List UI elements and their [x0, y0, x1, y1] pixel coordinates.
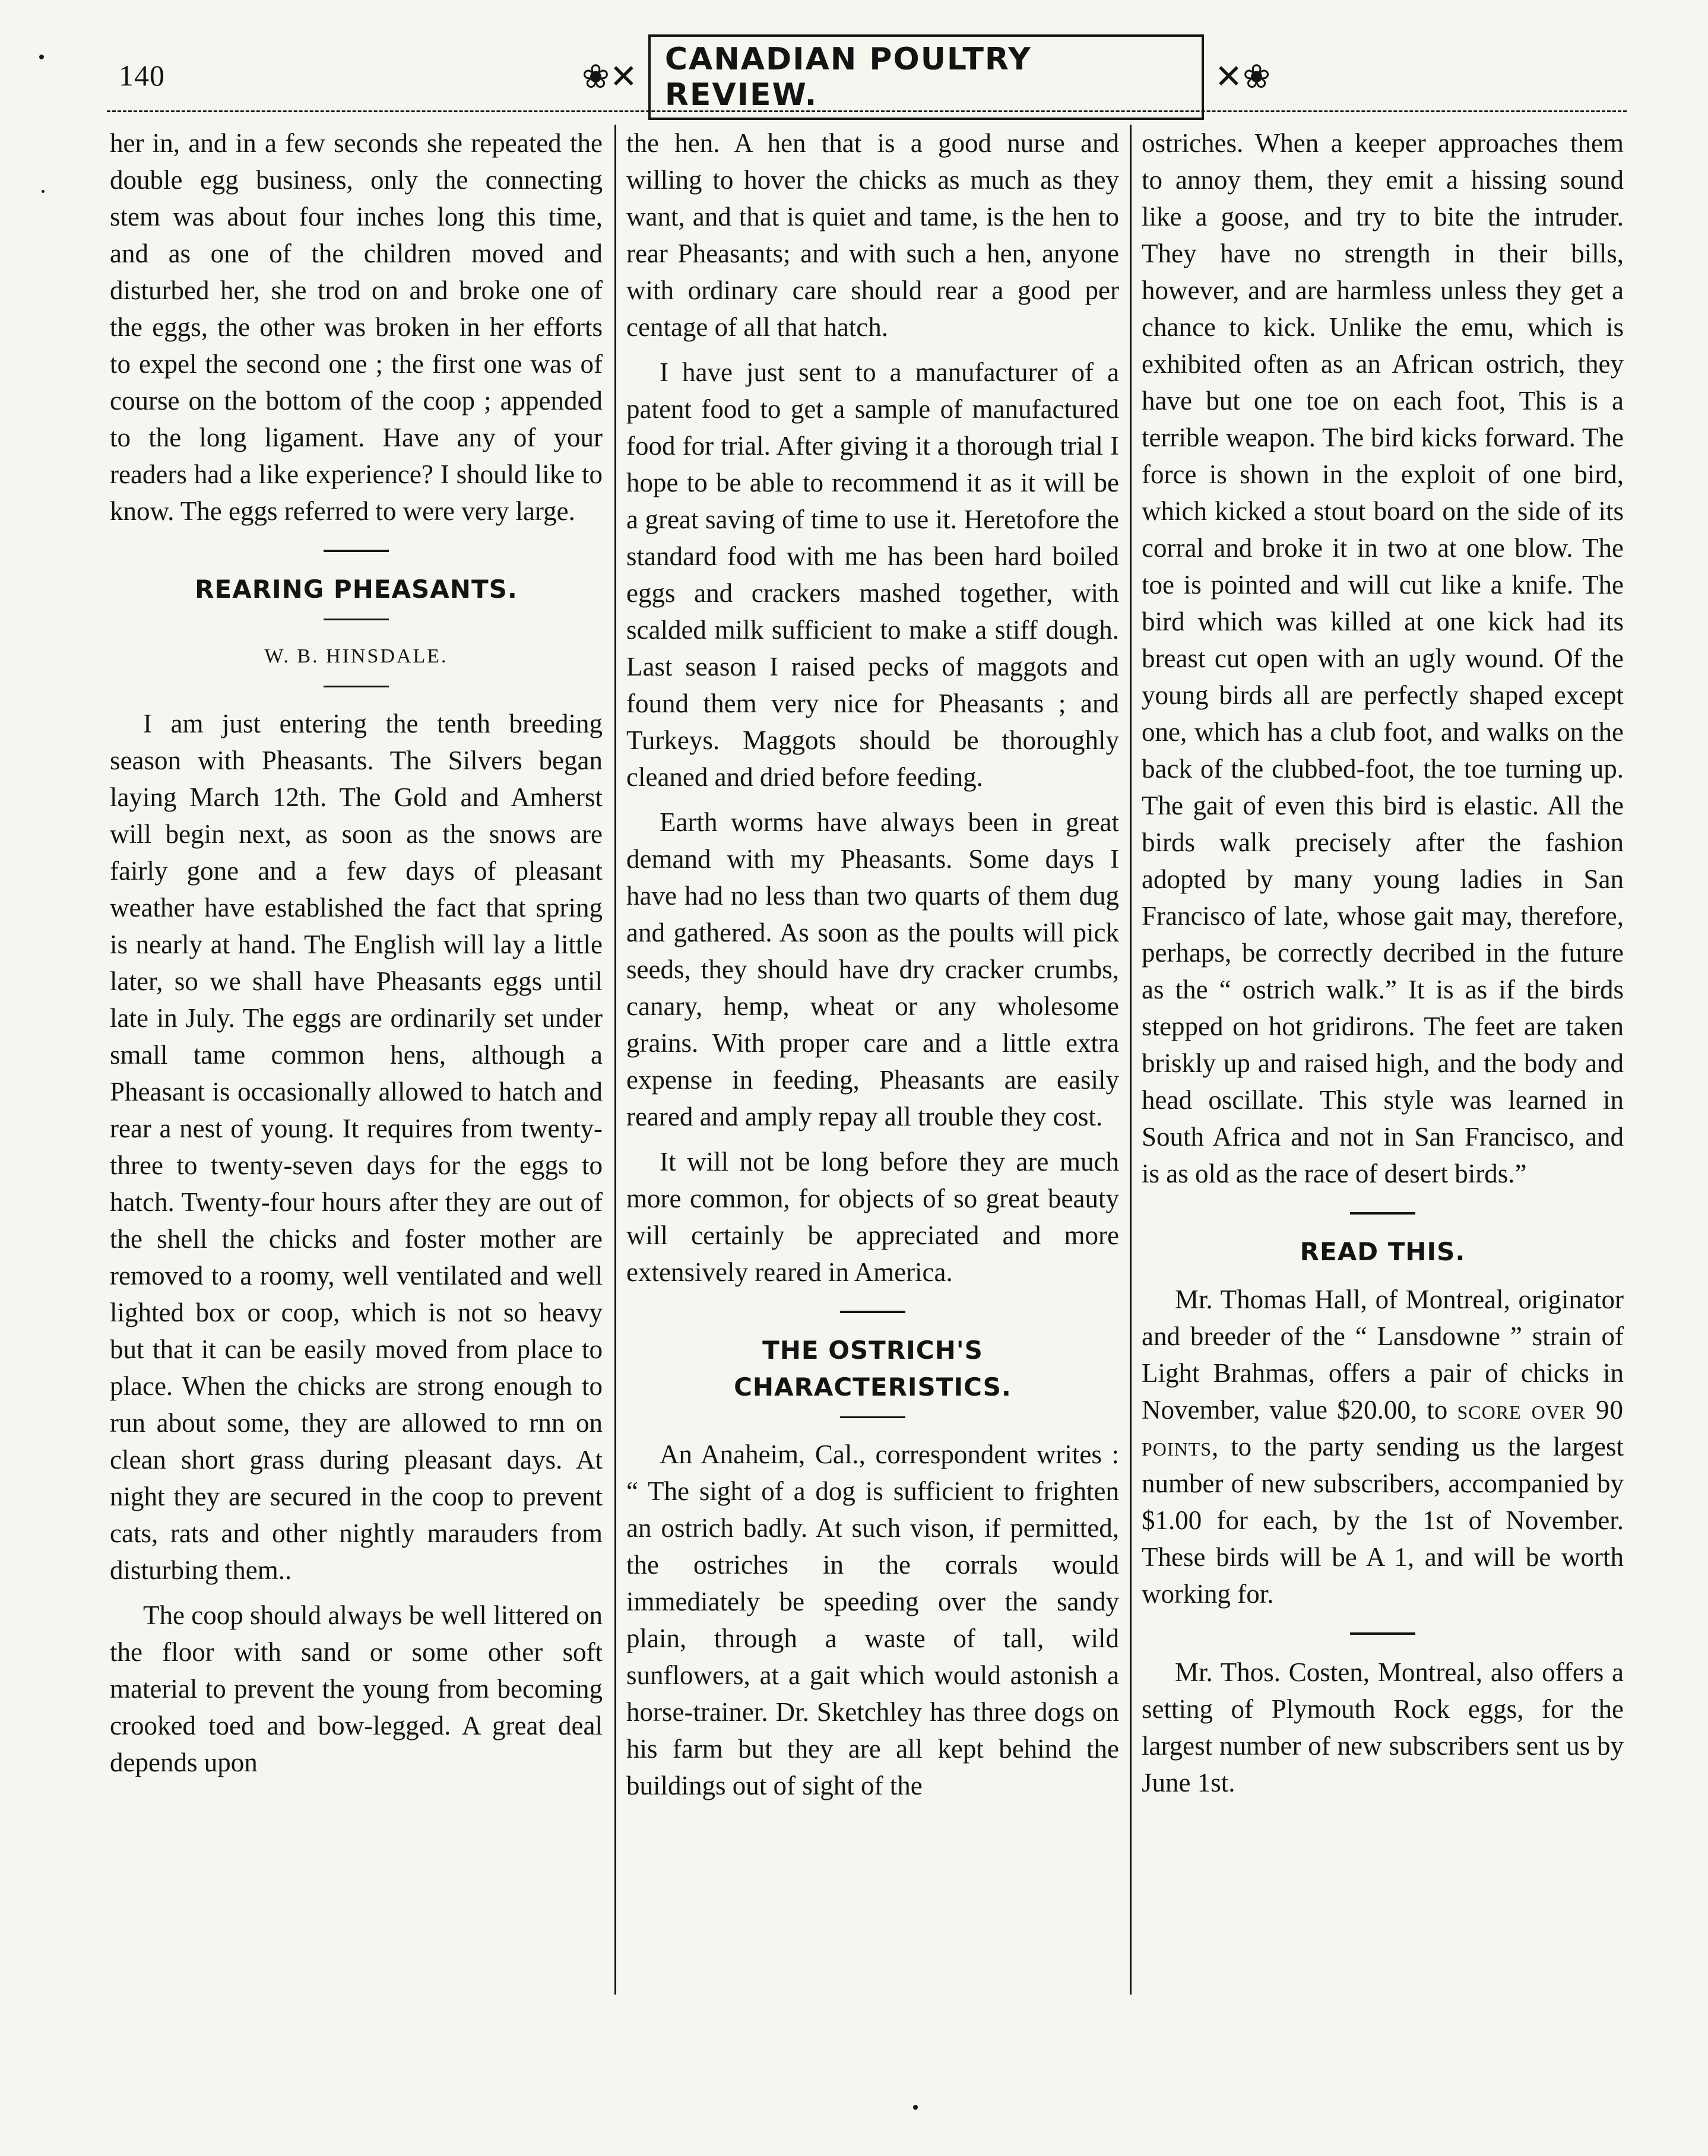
margin-speck: [39, 55, 44, 59]
page-number: 140: [119, 59, 165, 92]
paragraph: Earth worms have always been in great demand with my Pheasants. Some days I have had no less than two quarts of them dug and gathered. As soon as the poults will pick seeds, they should have dry cracker crumbs, canary, hemp, wheat or any wholesome grains. With proper care and a little extra expense in feeding, Pheasants are easily reared and amply repay all trouble they cost.: [626, 807, 1119, 1131]
paragraph: ostriches. When a keeper approaches them to annoy them, they emit a hissing sound like a goose, and try to bite the intruder. They have no strength in their bills, however, and are harmless unless they get a chance to kick. Unlike the emu, which is exhibited often as an African ostrich, they have but one toe on each foot, This is a terrible weapon. The bird kicks forward. The force is shown in the exploit of one bird, which kicked a stout board on the side of its corral and broke it in two at one blow. The toe is pointed and will cut like a knife. The bird which was killed at one kick had its breast cut open with an ugly wound. Of the young birds all are perfectly shaped except one, which has a club foot, and walks on the back of the clubbed-foot, the toe turning up. The gait of even this bird is elastic. All the birds walk precisely after the fashion adopted by many young ladies in San Francisco of late, whose gait may, therefore, perhaps, be correctly decribed in the future as the “ ostrich walk.” It is as if the birds stepped on hot gridirons. The feet are taken briskly up and raised high, and the body and head oscillate. This style was learned in South Africa and not in San Francisco, and is as old as the race of desert birds.”: [1142, 128, 1624, 1188]
section-rule: [1350, 1632, 1415, 1635]
paragraph: The coop should always be well littered on the floor with sand or some other soft material to prevent the young from becoming crooked toed and bow-legged. A great deal depends upon: [110, 1600, 603, 1777]
paragraph: An Anaheim, Cal., correspondent writes : “ The sight of a dog is sufficient to frighten an ostrich badly. At such vison, if permitted, the ostriches in the corrals would immediately be speeding over the sandy plain, through a waste of tall, wild sunflowers, at a gait which would astonish a horse-trainer. Dr. Sketchley has three dogs on his farm but they are all kept behind the buildings out of sight of the: [626, 1440, 1119, 1800]
emphasis-text: score over 90 points: [1142, 1395, 1624, 1461]
section-rule: [324, 686, 389, 687]
margin-speck: [913, 2105, 918, 2110]
paragraph: I am just entering the tenth breeding season with Pheasants. The Silvers began laying March 12th. The Gold and Amherst will begin next, as soon as the snows are fairly gone and a few days of pleasant weather have established the fact that spring is nearly at hand. The English will lay a little later, so we shall have Pheasants eggs until late in July. The eggs are ordinarily set under small tame common hens, although a Pheasant is occasionally allowed to hatch and rear a nest of young. It requires from twenty-three to twenty-seven days for the eggs to hatch. Twenty-four hours after they are out of the shell the chicks and foster mother are removed to a roomy, well ventilated and well lighted box or coop, which is not so heavy but that it can be easily moved from place to place. When the chicks are strong enough to run about some, they are allowed to rnn on clean short grass during pleasant days. At night they are secured in the coop to prevent cats, rats and other nightly marauders from disturbing them..: [110, 709, 603, 1585]
section-rule: [1350, 1212, 1415, 1215]
article-heading: READ THIS.: [1300, 1237, 1466, 1266]
paragraph: It will not be long before they are much more common, for objects of so great beauty will certainly be appreciated and more extensively reared in America.: [626, 1147, 1119, 1287]
ornament-right-icon: ✕❀: [1215, 59, 1270, 96]
column-divider: [1130, 125, 1132, 1995]
column-2: [626, 125, 1119, 1995]
ornament-left-icon: ❀✕: [582, 59, 638, 96]
section-rule: [324, 550, 389, 552]
paragraph: I have just sent to a manufacturer of a patent food to get a sample of manufactured food for trial. After giving it a thorough trial I hope to be able to recommend it as it will be a great saving of time to use it. Heretofore the standard food with me has been hard boiled eggs and crackers mashed together, with scalded milk sufficient to make a stiff dough. Last season I raised pecks of maggots and found them very nice for Pheasants ; and Turkeys. Maggots should be thoroughly cleaned and dried before feeding.: [626, 357, 1119, 792]
section-rule: [324, 619, 389, 620]
article-heading: REARING PHEASANTS.: [195, 575, 518, 604]
article-columns: [110, 125, 1624, 2012]
column-1: [110, 125, 603, 1995]
masthead-title: CANADIAN POULTRY REVIEW.: [648, 34, 1204, 120]
paragraph: [1142, 1281, 1624, 1612]
column-divider: [614, 125, 616, 1995]
margin-speck: [42, 190, 45, 193]
column-3: [1142, 125, 1624, 1995]
paragraph: her in, and in a few seconds she repeated the double egg business, only the connecting stem was about four inches long this time, and as one of the children moved and disturbed her, she trod on and broke one of the eggs, the other was broken in her efforts to expel the second one ; the first one was of course on the bottom of the coop ; appended to the long ligament. Have any of your readers had a like experience? I should like to know. The eggs referred to were very large.: [110, 128, 603, 526]
article-heading: THE OSTRICH'S CHARACTERISTICS.: [734, 1336, 1012, 1402]
header-rule: [107, 110, 1627, 112]
paragraph: the hen. A hen that is a good nurse and willing to hover the chicks as much as they want, and that is quiet and tame, is the hen to rear Pheasants; and with such a hen, anyone with ordinary care should rear a good per centage of all that hatch.: [626, 128, 1119, 342]
page-header: [107, 42, 1627, 113]
paragraph: Mr. Thos. Costen, Montreal, also offers a setting of Plymouth Rock eggs, for the largest number of new subscribers sent us by June 1st.: [1142, 1657, 1624, 1797]
masthead: [582, 42, 1270, 113]
section-rule: [840, 1311, 905, 1313]
paragraph-text: Mr. Thomas Hall, of Montreal, originator and breeder of the “ Lansdowne ” strain of Light Brahmas, offers a pair of chicks in November, value $20.00, to: [1142, 1285, 1624, 1425]
article-byline: W. B. HINSDALE.: [264, 645, 448, 667]
paragraph-text: , to the party sending us the largest number of new subscribers, accompanied by $1.00 for each, by the 1st of November. These birds will be A 1, and will be worth working for.: [1142, 1432, 1624, 1609]
section-rule: [840, 1416, 905, 1418]
